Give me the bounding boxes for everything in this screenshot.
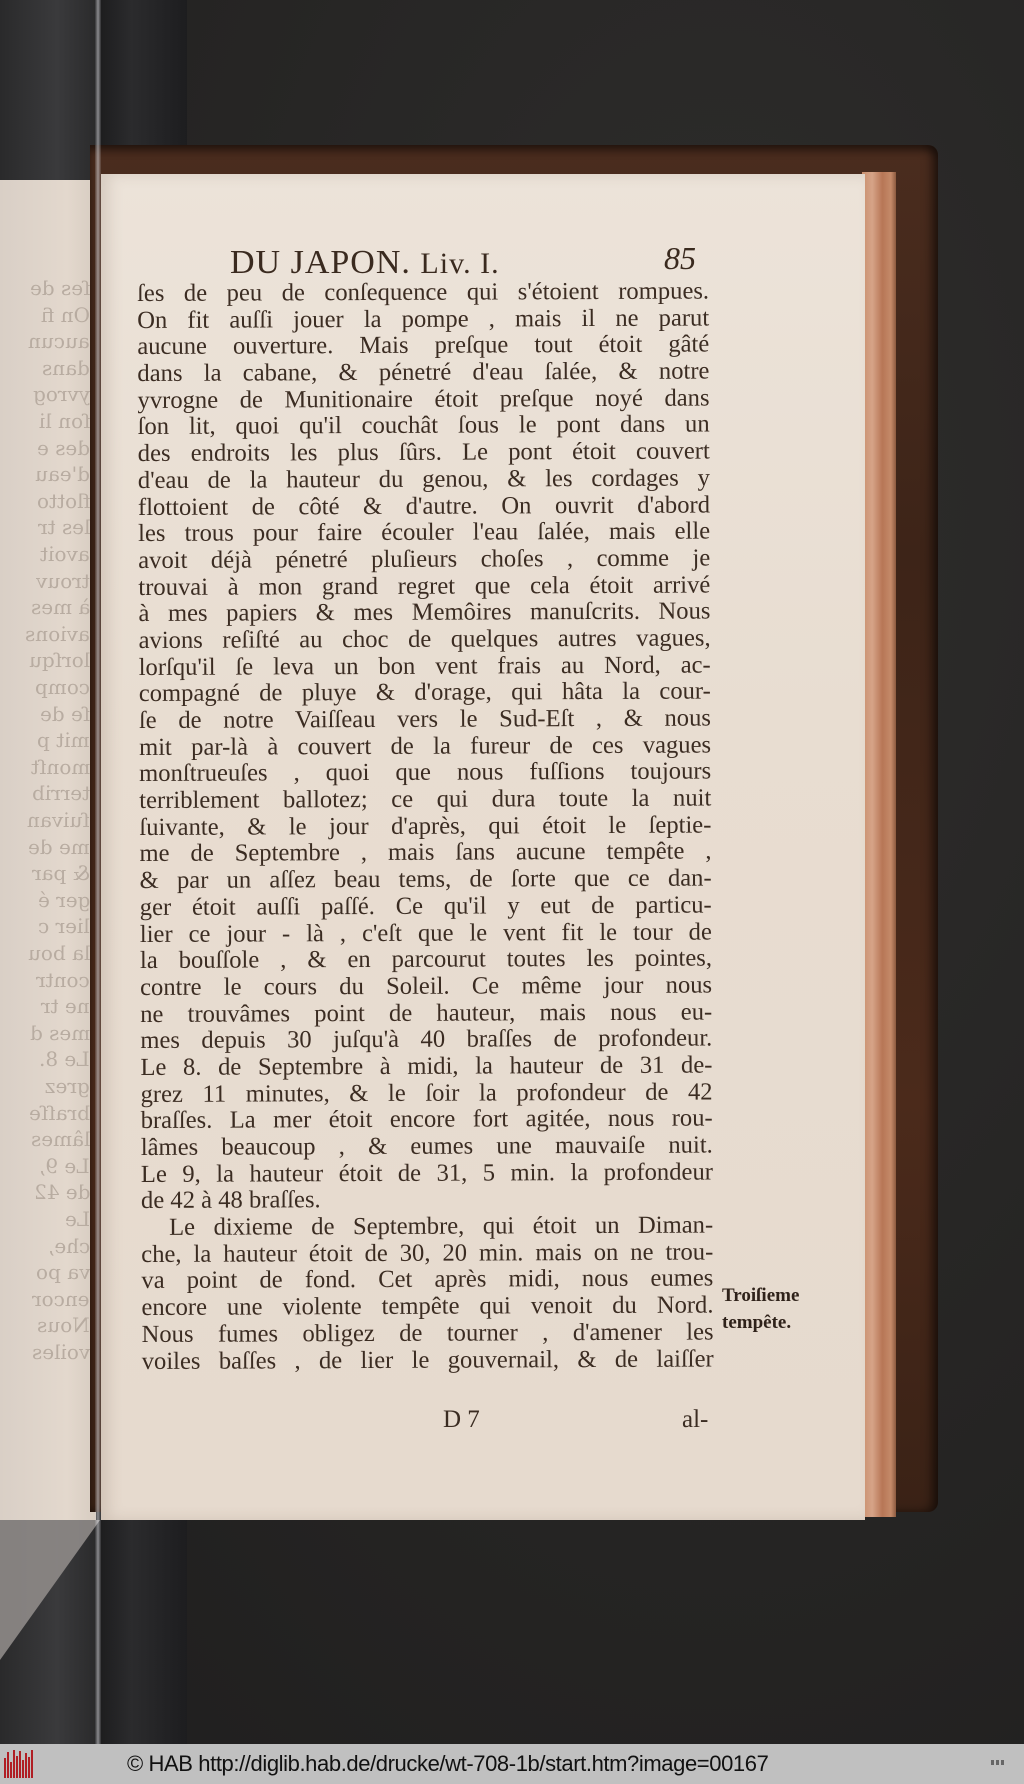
- ghost-text-line: terrib: [31, 781, 90, 806]
- running-head-title: DU JAPON.: [230, 244, 411, 281]
- text-line: mes depuis 30 juſqu'à 40 braſſes de profondeur.: [140, 1024, 713, 1055]
- ghost-text-line: dans: [42, 355, 90, 380]
- ghost-text-line: lâmes: [30, 1127, 90, 1152]
- page-edges: [862, 172, 896, 1517]
- ghost-text-line: monſt: [30, 754, 90, 779]
- ghost-text-line: à mes: [30, 595, 90, 620]
- ghost-text-line: Le: [64, 1207, 90, 1231]
- body-text: [137, 279, 714, 1376]
- text-line: de 42 à 48 braſſes.: [140, 1186, 321, 1215]
- ghost-text-line: Le 8.: [39, 1047, 90, 1072]
- ghost-text-line: yvrog: [32, 382, 90, 407]
- ghost-text-line: Le 9,: [39, 1153, 90, 1178]
- text-line: Le 8. de Septembre à midi, la hauteur de 31 de-: [140, 1051, 713, 1081]
- viewer-options-icon[interactable]: [991, 1760, 1004, 1765]
- copyright-url-text[interactable]: © HAB http://diglib.hab.de/drucke/wt-708-1b/start.htm?image=00167: [127, 1751, 769, 1776]
- text-line: voiles baſſes , de lier le gouvernail, & de laiſſer: [141, 1344, 714, 1375]
- ghost-text-line: ſe de: [39, 701, 90, 726]
- text-line: ſuivante, & le jour d'après, qui étoit le ſeptie-: [139, 811, 712, 841]
- ghost-text-line: ſon li: [38, 409, 90, 433]
- ghost-text-line: me de: [28, 834, 90, 859]
- hab-logo-icon[interactable]: [4, 1750, 34, 1778]
- text-line: yvrogne de Munitionaire étoit preſque noyé dans: [137, 384, 710, 414]
- glass-plate-edge: [95, 0, 101, 1744]
- ghost-text-line: ſuivan: [27, 808, 90, 832]
- text-line: ſon lit, quoi qu'il couchât ſous le pont dans un: [137, 410, 710, 441]
- ghost-text-line: & par: [31, 861, 90, 886]
- ghost-text-line: ger é: [37, 887, 90, 912]
- ghost-text-line: aucun: [28, 329, 90, 354]
- ghost-text-line: comp: [34, 675, 90, 699]
- text-line: & par un aſſez beau tems, de ſorte que ce dan-: [139, 864, 712, 895]
- text-line: braſſes. La mer étoit encore fort agitée, nous rou-: [140, 1104, 713, 1135]
- text-line: dans la cabane, & pénetré d'eau ſalée, & notre: [137, 357, 710, 388]
- ghost-text-line: mit p: [37, 728, 90, 753]
- text-line: aucune ouverture. Mais preſque tout étoit gâté: [137, 330, 710, 361]
- text-line: des endroits les plus ſûrs. Le pont étoit couvert: [137, 437, 710, 468]
- text-line: lâmes beaucoup , & eumes une mauvaiſe nuit.: [140, 1131, 713, 1161]
- ghost-text-line: mes d: [29, 1020, 90, 1045]
- text-line: monſtrueuſes , quoi que nous fuſſions toujours: [139, 757, 712, 788]
- ghost-text-line: avions: [25, 621, 90, 646]
- ghost-text-line: lorſqu: [28, 648, 90, 673]
- left-page-showthrough: [0, 180, 96, 1520]
- text-line: les trous pour faire écouler l'eau ſalée, mais elle: [138, 517, 711, 548]
- text-line: grez 11 minutes, & le ſoir la profondeur de 42: [140, 1078, 713, 1108]
- ghost-text-line: ne tr: [41, 994, 90, 1019]
- text-line: mit par-là à couvert de la fureur de ces vagues: [138, 731, 712, 761]
- ghost-text-line: va po: [35, 1260, 90, 1285]
- left-page-fold-shadow: [0, 1520, 100, 1660]
- running-head: [230, 244, 500, 282]
- text-line: On fit auſſi jouer la pompe , mais il ne parut: [137, 304, 710, 334]
- ghost-text-line: des e: [36, 435, 90, 460]
- ghost-text-line: braſſe: [29, 1100, 90, 1125]
- marginal-note: [722, 1283, 799, 1336]
- marginal-note-line: Troiſieme: [722, 1285, 800, 1306]
- text-line: Le dixieme de Septembre, qui étoit un Diman-: [169, 1211, 714, 1241]
- ghost-text-line: de 42: [33, 1180, 90, 1205]
- ghost-text-line: On fi: [41, 302, 90, 327]
- text-line: me de Septembre , mais ſans aucune tempête ,: [139, 837, 712, 868]
- signature-mark: D 7: [443, 1406, 480, 1433]
- text-line: che, la hauteur étoit de 30, 20 min. mais on ne trou-: [141, 1238, 714, 1268]
- text-line: Le 9, la hauteur étoit de 31, 5 min. la profondeur: [140, 1158, 713, 1188]
- ghost-text-line: contr: [36, 967, 90, 992]
- text-line: encore une violente tempête qui venoit du Nord.: [141, 1291, 714, 1322]
- marginal-note-line: tempête.: [722, 1311, 792, 1333]
- text-line: ger étoit auſſi paſſé. Ce qu'il y eut de particu-: [139, 891, 712, 921]
- text-line: la bouſſole , & en parcourut toutes les pointes,: [139, 944, 713, 975]
- text-line: avoit déjà pénetré pluſieurs choſes , comme je: [138, 544, 711, 574]
- text-line: ſe de notre Vaiſſeau vers le Sud-Eſt , & nous: [138, 704, 711, 734]
- text-line: ne trouvâmes point de hauteur, mais nous eu-: [140, 998, 713, 1028]
- viewer-footer-bar: [0, 1744, 1024, 1784]
- ghost-text-line: lier c: [38, 914, 90, 939]
- ghost-text-line: avoit: [40, 542, 90, 566]
- text-line: contre le cours du Soleil. Ce même jour nous: [140, 971, 713, 1001]
- ghost-text-line: la bou: [27, 941, 90, 965]
- text-line: ſes de peu de conſequence qui s'étoient rompues.: [136, 277, 710, 307]
- ghost-text-line: trouv: [36, 568, 90, 593]
- text-line: trouvai à mon grand regret que cela étoit arrivé: [138, 571, 711, 601]
- catchword: al-: [682, 1406, 709, 1433]
- text-line: flottoient de côté & d'autre. On ouvrit d'abord: [137, 491, 711, 521]
- text-line: lorſqu'il ſe leva un bon vent frais au Nord, ac-: [138, 651, 711, 681]
- text-line: avions reſiſté au choc de quelques autres vagues,: [138, 624, 711, 654]
- page-number: 85: [664, 240, 696, 276]
- text-line: à mes papiers & mes Memôires manuſcrits. Nous: [138, 597, 711, 628]
- ghost-text-line: voiles: [31, 1340, 90, 1364]
- ghost-text-line: d'eau: [35, 462, 90, 487]
- text-line: compagné de pluye & d'orage, qui hâta la cour-: [138, 677, 711, 708]
- text-line: d'eau de la hauteur du genou, & les cordages y: [137, 464, 710, 494]
- ghost-text-line: che,: [47, 1233, 90, 1258]
- ghost-text-line: encor: [32, 1286, 90, 1311]
- ghost-text-line: Nous: [37, 1313, 90, 1338]
- text-line: terriblement ballotez; ce qui dura toute la nuit: [139, 784, 712, 815]
- ghost-text-line: grez: [45, 1074, 90, 1098]
- text-line: lier ce jour - là , c'eſt que le vent fit le tour de: [139, 917, 712, 948]
- running-head-part: Liv. I.: [420, 247, 500, 280]
- ghost-text-line: ſes de: [29, 276, 90, 300]
- text-line: va point de fond. Cet après midi, nous eumes: [141, 1264, 714, 1295]
- ghost-text-line: flotto: [36, 488, 90, 513]
- text-line: Nous fumes obligez de tourner , d'amener les: [141, 1318, 714, 1348]
- ghost-text-line: les tr: [37, 515, 90, 540]
